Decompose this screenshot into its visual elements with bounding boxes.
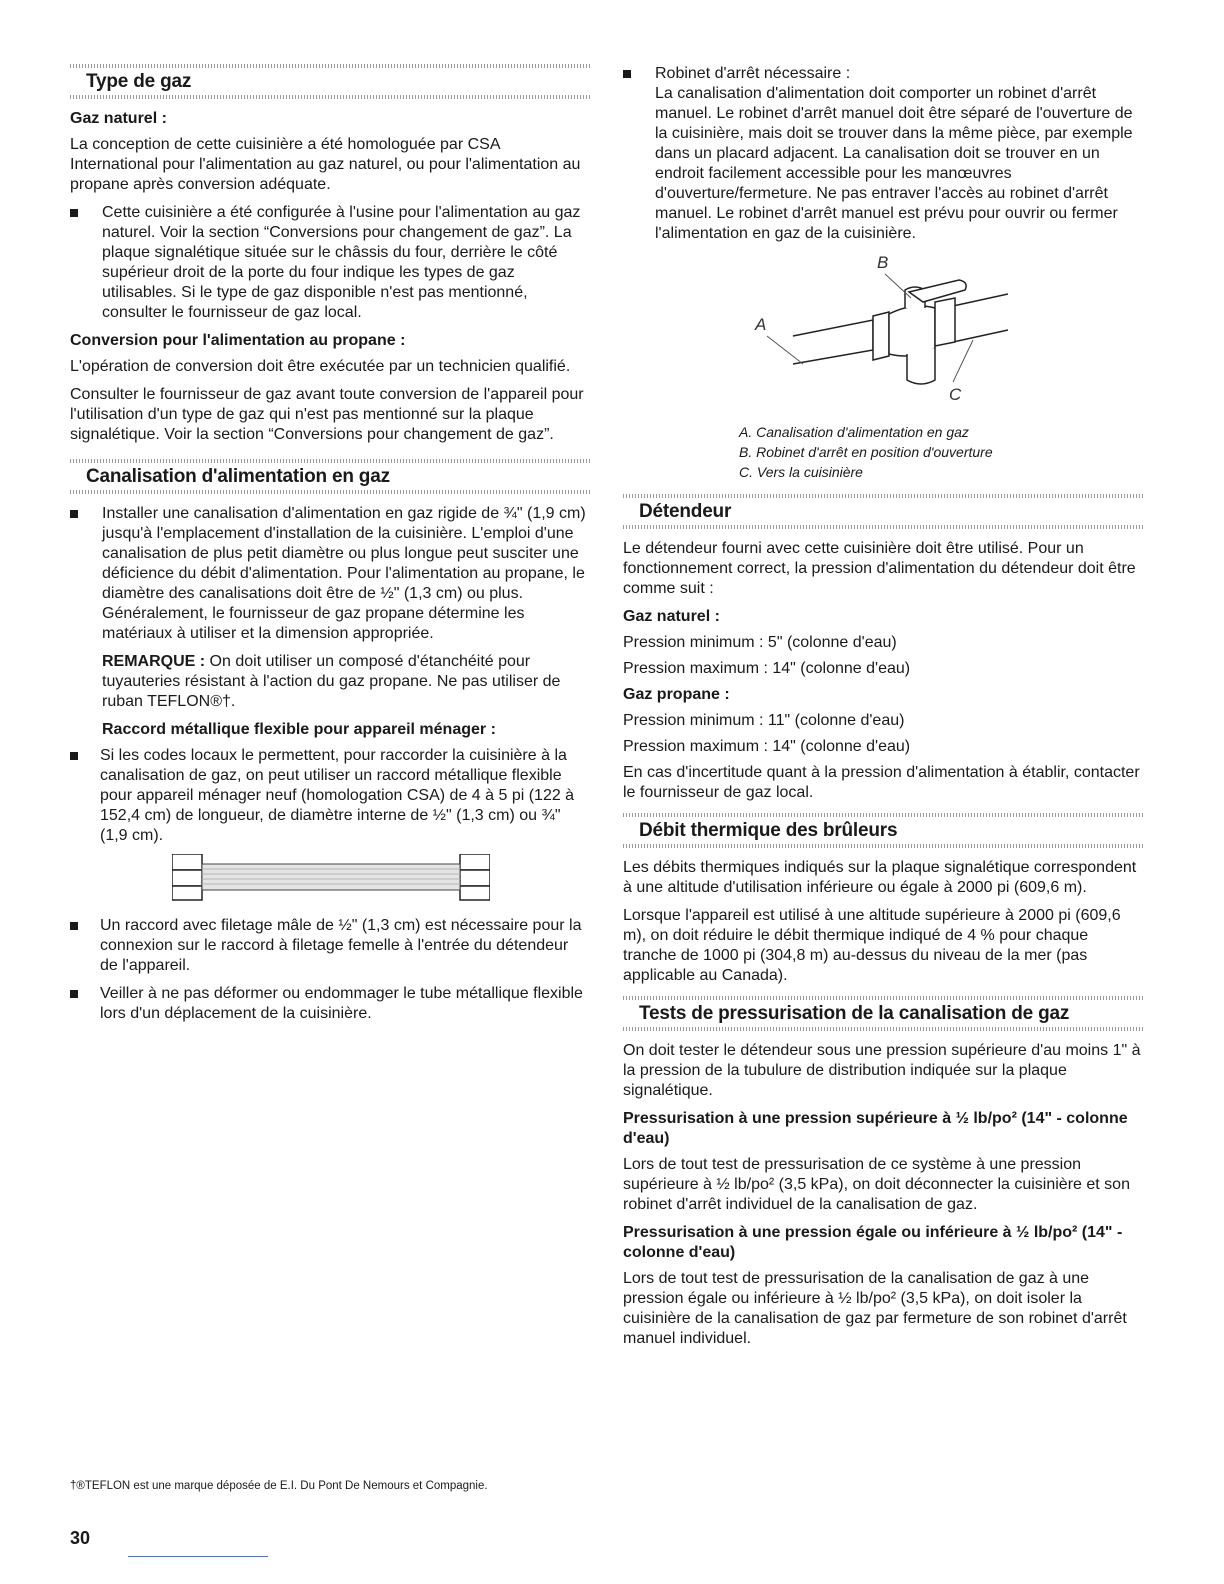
paragraph: Lorsque l'appareil est utilisé à une altitude supérieure à 2000 pi (609,6 m), on doit réduire le débit thermique indiqué de 4 % pour chaque tranche de 1000 pi (304,8 m) au-dessus du niveau de la mer (pas applicable au Canada).: [623, 907, 1121, 984]
paragraph: Consulter le fournisseur de gaz avant toute conversion de l'appareil pour l'utilisation d'un type de gaz qui n'est pas mentionné sur la plaque signalétique. Voir la section “Conversions pour changement de gaz”.: [70, 386, 584, 443]
section-rule: [623, 844, 1145, 848]
label-b: B: [877, 253, 889, 272]
caption-c: C. Vers la cuisinière: [739, 464, 863, 480]
section-tests: [623, 996, 1145, 1031]
list-item: Un raccord avec filetage mâle de ½" (1,3 cm) est nécessaire pour la connexion sur le raccord à filetage femelle à l'entrée du détendeur de l'appareil.: [70, 916, 590, 976]
flex-connector-illustration: [172, 854, 490, 902]
subhead-raccord: Raccord métallique flexible pour appareil ménager :: [102, 721, 496, 738]
pressure-line: Pression maximum : 14" (colonne d'eau): [623, 660, 911, 677]
section-title: Débit thermique des brûleurs: [639, 820, 898, 841]
left-column: [70, 64, 590, 1032]
figure-caption: [739, 422, 993, 482]
list-item: Cette cuisinière a été configurée à l'usine pour l'alimentation au gaz naturel. Voir la section “Conversions pour changement de gaz”. La plaque signalétique située sur le châssis du four, derrière le côté supérieur droit de la porte du four indique les types de gaz utilisables. Si le type de gaz disponible n'est pas mentionné, consulter le fournisseur de gaz local.: [70, 203, 590, 323]
bullet-list: [70, 203, 590, 323]
section-type-de-gaz: [70, 64, 590, 99]
bullet-list: [70, 916, 590, 1024]
section-title: Type de gaz: [86, 71, 192, 92]
section-canalisation: [70, 459, 590, 494]
section-rule: [70, 95, 590, 99]
paragraph: Le détendeur fourni avec cette cuisinière doit être utilisé. Pour un fonctionnement correct, la pression d'alimentation du détendeur doit être comme suit :: [623, 540, 1136, 597]
section-title: Détendeur: [639, 501, 732, 522]
subhead-gaz-propane: Gaz propane :: [623, 686, 730, 703]
list-item: Installer une canalisation d'alimentation en gaz rigide de ¾" (1,9 cm) jusqu'à l'emplacement d'installation de la cuisinière. L'emploi d'une canalisation de plus petit diamètre ou plus longue peut susciter une déficience du débit d'alimentation. Pour l'alimentation au propane, le diamètre des canalisations doit être de ½" (1,3 cm) ou plus. Généralement, le fournisseur de gaz propane détermine les matériaux à utiliser et la dimension appropriée.: [70, 504, 590, 644]
shutoff-valve-illustration: [623, 252, 1145, 412]
paragraph: Lors de tout test de pressurisation de ce système à une pression supérieure à ½ lb/po² (3,5 kPa), on doit déconnecter la cuisinière et son robinet d'arrêt individuel de la canalisation de gaz.: [623, 1156, 1130, 1213]
section-title: Canalisation d'alimentation en gaz: [86, 466, 390, 487]
page-number: 30: [70, 1528, 91, 1548]
section-debit: [623, 813, 1145, 848]
paragraph: On doit tester le détendeur sous une pression supérieure d'au moins 1" à la pression de la tubulure de distribution indiquée sur la plaque signalétique.: [623, 1042, 1141, 1099]
pressure-line: Pression maximum : 14" (colonne d'eau): [623, 738, 911, 755]
bullet-list: [70, 504, 590, 644]
pressure-line: Pression minimum : 11" (colonne d'eau): [623, 712, 905, 729]
right-column: [623, 64, 1145, 1357]
caption-a: A. Canalisation d'alimentation en gaz: [739, 424, 969, 440]
flex-connector-figure: [172, 854, 490, 902]
pressure-line: Pression minimum : 5" (colonne d'eau): [623, 634, 897, 651]
subhead-pression-sup: Pressurisation à une pression supérieure à ½ lb/po² (14" - colonne d'eau): [623, 1110, 1128, 1147]
label-c: C: [949, 385, 962, 404]
paragraph: La conception de cette cuisinière a été homologuée par CSA International pour l'alimentation au gaz naturel, ou pour l'alimentation au propane après conversion adéquate.: [70, 136, 581, 193]
robinet-title: Robinet d'arrêt nécessaire :: [655, 65, 851, 82]
list-item: Veiller à ne pas déformer ou endommager le tube métallique flexible lors d'un déplacement de la cuisinière.: [70, 984, 590, 1024]
paragraph: Les débits thermiques indiqués sur la plaque signalétique correspondent à une altitude d'utilisation inférieure ou égale à 2000 pi (609,6 m).: [623, 859, 1137, 896]
subhead-conversion: Conversion pour l'alimentation au propane :: [70, 332, 406, 349]
list-item: [623, 64, 1145, 244]
page-rule: [128, 1556, 268, 1557]
label-a: A: [755, 315, 767, 334]
subhead-gaz-naturel: Gaz naturel :: [70, 110, 167, 127]
list-item: Si les codes locaux le permettent, pour raccorder la cuisinière à la canalisation de gaz, on peut utiliser un raccord métallique flexible pour appareil ménager neuf (homologation CSA) de 4 à 5 pi (122 à 152,4 cm) de longueur, de diamètre interne de ½" (1,3 cm) ou ¾" (1,9 cm).: [70, 746, 590, 846]
section-rule: [623, 1027, 1145, 1031]
remarque-text: On doit utiliser un composé d'étanchéité pour tuyauteries résistant à l'action du gaz propane. Ne pas utiliser de ruban TEFLON®†.: [102, 653, 561, 710]
section-rule: [70, 490, 590, 494]
robinet-text: La canalisation d'alimentation doit comporter un robinet d'arrêt manuel. Le robinet d'arrêt manuel doit être séparé de l'ouverture de la cuisinière, mais doit se trouver dans la même pièce, par exemple dans un placard adjacent. La canalisation doit se trouver en un endroit facilement accessible pour les manœuvres d'ouverture/fermeture. Ne pas entraver l'accès au robinet d'arrêt manuel. Le robinet d'arrêt manuel est prévu pour ouvrir ou fermer l'alimentation en gaz de la cuisinière.: [655, 85, 1133, 242]
paragraph: Lors de tout test de pressurisation de la canalisation de gaz à une pression égale ou inférieure à ½ lb/po² (3,5 kPa), on doit isoler la cuisinière de la canalisation de gaz par fermeture de son robinet d'arrêt manuel individuel.: [623, 1270, 1127, 1347]
subhead-gaz-naturel: Gaz naturel :: [623, 608, 720, 625]
paragraph: L'opération de conversion doit être exécutée par un technicien qualifié.: [70, 358, 571, 375]
footnote: †®TEFLON est une marque déposée de E.I. Du Pont De Nemours et Compagnie.: [70, 1480, 488, 1492]
remarque-label: REMARQUE :: [102, 653, 206, 670]
section-detendeur: [623, 494, 1145, 529]
shutoff-valve-figure: [623, 252, 1145, 488]
subhead-pression-inf: Pressurisation à une pression égale ou inférieure à ½ lb/po² (14" - colonne d'eau): [623, 1224, 1123, 1261]
bullet-list: [70, 746, 590, 846]
remarque-paragraph: [70, 652, 590, 712]
section-title: Tests de pressurisation de la canalisation de gaz: [639, 1003, 1070, 1024]
caption-b: B. Robinet d'arrêt en position d'ouverture: [739, 444, 993, 460]
section-rule: [623, 525, 1145, 529]
bullet-list: [623, 64, 1145, 244]
paragraph: En cas d'incertitude quant à la pression d'alimentation à établir, contacter le fournisseur de gaz local.: [623, 764, 1140, 801]
